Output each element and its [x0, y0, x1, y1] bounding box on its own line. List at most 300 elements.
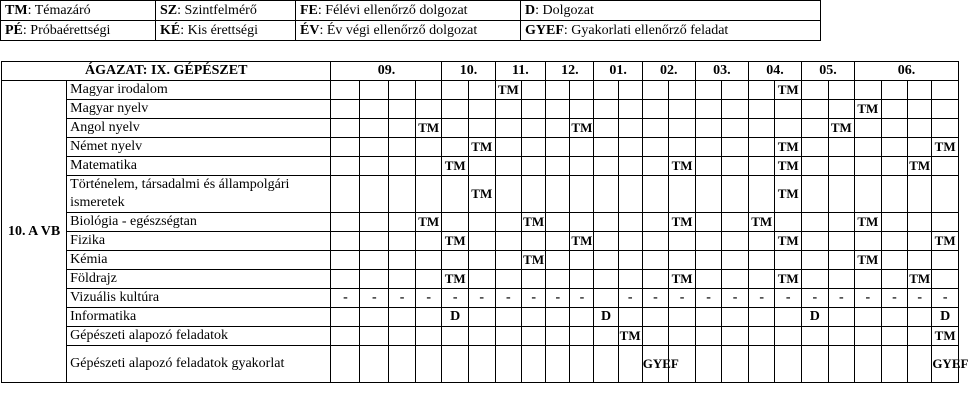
assessment-cell	[722, 270, 749, 289]
assessment-cell	[415, 327, 442, 346]
assessment-cell	[748, 232, 775, 251]
assessment-cell	[881, 100, 908, 119]
assessment-cell	[570, 81, 594, 100]
assessment-cell	[881, 327, 908, 346]
subject-row	[2, 232, 959, 251]
assessment-cell	[908, 251, 932, 270]
assessment-cell	[908, 138, 932, 157]
subject-name: Magyar nyelv	[67, 100, 331, 119]
assessment-cell	[695, 327, 722, 346]
assessment-cell: -	[468, 289, 495, 308]
assessment-cell	[468, 308, 495, 327]
legend-abbr: GYEF	[525, 22, 564, 38]
assessment-cell	[748, 119, 775, 138]
legend-cell	[521, 1, 821, 21]
assessment-cell	[802, 251, 829, 270]
legend-abbr: D	[525, 2, 536, 18]
assessment-cell: -	[389, 289, 416, 308]
assessment-cell: TM	[775, 270, 802, 289]
assessment-cell	[618, 157, 642, 176]
assessment-cell	[522, 138, 546, 157]
assessment-cell	[331, 270, 360, 289]
assessment-cell	[442, 327, 469, 346]
assessment-cell	[442, 251, 469, 270]
assessment-cell	[331, 346, 360, 383]
assessment-cell	[695, 213, 722, 232]
assessment-cell	[881, 232, 908, 251]
month-header: 04.	[748, 62, 801, 81]
assessment-cell: TM	[775, 81, 802, 100]
assessment-cell	[546, 213, 570, 232]
assessment-cell: TM	[522, 213, 546, 232]
assessment-cell	[881, 251, 908, 270]
assessment-cell	[932, 157, 959, 176]
assessment-cell	[828, 176, 855, 213]
assessment-cell	[775, 251, 802, 270]
legend-row	[1, 21, 821, 41]
subject-row	[2, 289, 959, 308]
assessment-cell	[695, 176, 722, 213]
assessment-cell	[468, 232, 495, 251]
assessment-cell	[415, 176, 442, 213]
assessment-cell	[415, 270, 442, 289]
assessment-cell	[522, 157, 546, 176]
assessment-cell	[775, 308, 802, 327]
assessment-cell	[722, 232, 749, 251]
assessment-cell: -	[908, 289, 932, 308]
assessment-cell	[522, 119, 546, 138]
assessment-cell	[468, 157, 495, 176]
assessment-cell	[881, 213, 908, 232]
assessment-cell	[802, 100, 829, 119]
assessment-cell	[331, 327, 360, 346]
assessment-cell	[669, 251, 696, 270]
assessment-cell: TM	[932, 138, 959, 157]
assessment-cell	[522, 308, 546, 327]
assessment-cell	[415, 308, 442, 327]
assessment-cell	[360, 270, 389, 289]
assessment-cell: TM	[932, 327, 959, 346]
legend-text: : Év végi ellenőrző dolgozat	[319, 22, 478, 38]
assessment-cell	[495, 346, 522, 383]
assessment-cell: -	[415, 289, 442, 308]
subject-row	[2, 176, 959, 213]
assessment-cell	[360, 251, 389, 270]
assessment-cell: -	[828, 289, 855, 308]
assessment-cell	[642, 138, 669, 157]
subject-name: Magyar irodalom	[67, 81, 331, 100]
class-label: 10. A VB	[2, 81, 67, 383]
subject-row	[2, 308, 959, 327]
assessment-cell	[570, 138, 594, 157]
assessment-cell: TM	[775, 176, 802, 213]
assessment-cell: TM	[442, 157, 469, 176]
subject-row	[2, 81, 959, 100]
legend-text: : Próbaérettségi	[22, 22, 111, 38]
assessment-cell: -	[442, 289, 469, 308]
assessment-cell: TM	[855, 213, 882, 232]
assessment-cell	[442, 100, 469, 119]
assessment-cell	[748, 327, 775, 346]
assessment-cell: -	[522, 289, 546, 308]
assessment-cell	[570, 176, 594, 213]
assessment-cell	[828, 157, 855, 176]
subject-row	[2, 157, 959, 176]
assessment-cell	[775, 346, 802, 383]
assessment-cell: -	[669, 289, 696, 308]
assessment-cell	[828, 251, 855, 270]
assessment-cell	[442, 81, 469, 100]
assessment-cell	[331, 213, 360, 232]
assessment-cell	[495, 119, 522, 138]
assessment-cell	[468, 100, 495, 119]
assessment-cell	[546, 119, 570, 138]
assessment-cell	[908, 327, 932, 346]
assessment-cell	[546, 270, 570, 289]
assessment-cell: GYEF	[932, 346, 959, 383]
assessment-cell	[881, 157, 908, 176]
assessment-cell	[932, 251, 959, 270]
assessment-cell: -	[802, 289, 829, 308]
subject-name: Történelem, társadalmi és állampolgári ismeretek	[67, 176, 331, 213]
assessment-cell	[618, 119, 642, 138]
assessment-cell	[695, 81, 722, 100]
subject-name: Földrajz	[67, 270, 331, 289]
assessment-cell: -	[881, 289, 908, 308]
header-row	[2, 62, 959, 81]
legend-cell	[296, 1, 521, 21]
subject-name: Angol nyelv	[67, 119, 331, 138]
legend-cell	[156, 21, 296, 41]
assessment-cell	[695, 251, 722, 270]
assessment-cell	[855, 119, 882, 138]
assessment-cell	[360, 119, 389, 138]
assessment-cell	[932, 176, 959, 213]
assessment-cell	[594, 119, 618, 138]
assessment-cell	[442, 138, 469, 157]
assessment-cell	[389, 176, 416, 213]
legend-row	[1, 1, 821, 21]
assessment-cell: TM	[415, 213, 442, 232]
assessment-cell	[855, 327, 882, 346]
assessment-cell	[594, 213, 618, 232]
assessment-cell	[360, 232, 389, 251]
assessment-cell	[722, 327, 749, 346]
assessment-cell: TM	[468, 138, 495, 157]
assessment-cell	[618, 346, 642, 383]
assessment-cell	[442, 176, 469, 213]
assessment-cell	[415, 157, 442, 176]
subject-name: Vizuális kultúra	[67, 289, 331, 308]
assessment-cell	[642, 213, 669, 232]
month-header: 12.	[546, 62, 594, 81]
assessment-cell	[331, 81, 360, 100]
month-header: 11.	[495, 62, 546, 81]
assessment-cell	[442, 346, 469, 383]
assessment-cell	[722, 138, 749, 157]
assessment-cell	[642, 176, 669, 213]
assessment-cell	[802, 327, 829, 346]
assessment-cell	[468, 346, 495, 383]
assessment-cell	[775, 327, 802, 346]
assessment-cell	[546, 346, 570, 383]
assessment-cell	[618, 308, 642, 327]
assessment-cell	[748, 81, 775, 100]
assessment-cell	[722, 81, 749, 100]
assessment-cell: -	[495, 289, 522, 308]
assessment-cell	[389, 327, 416, 346]
assessment-cell	[908, 232, 932, 251]
subject-row	[2, 346, 959, 383]
assessment-cell	[522, 176, 546, 213]
assessment-cell	[828, 270, 855, 289]
assessment-cell	[722, 308, 749, 327]
assessment-cell	[932, 270, 959, 289]
assessment-cell	[468, 270, 495, 289]
assessment-cell	[828, 100, 855, 119]
assessment-cell	[546, 327, 570, 346]
assessment-cell	[855, 81, 882, 100]
subject-row	[2, 119, 959, 138]
month-header: 05.	[802, 62, 855, 81]
assessment-cell	[881, 270, 908, 289]
assessment-cell	[389, 346, 416, 383]
assessment-cell: TM	[775, 157, 802, 176]
assessment-cell	[495, 251, 522, 270]
assessment-cell	[389, 232, 416, 251]
assessment-cell	[855, 138, 882, 157]
assessment-cell	[881, 346, 908, 383]
subject-name: Fizika	[67, 232, 331, 251]
subject-name: Német nyelv	[67, 138, 331, 157]
subject-row	[2, 213, 959, 232]
assessment-cell	[360, 157, 389, 176]
assessment-cell	[415, 138, 442, 157]
assessment-cell	[331, 100, 360, 119]
assessment-cell	[546, 138, 570, 157]
assessment-cell	[618, 176, 642, 213]
assessment-cell	[802, 232, 829, 251]
assessment-cell	[618, 251, 642, 270]
assessment-cell	[331, 251, 360, 270]
assessment-cell	[802, 138, 829, 157]
assessment-cell	[331, 308, 360, 327]
assessment-cell	[360, 100, 389, 119]
assessment-cell	[570, 100, 594, 119]
assessment-cell	[722, 157, 749, 176]
legend-text: : Szintfelmérő	[177, 2, 257, 18]
assessment-cell	[802, 157, 829, 176]
assessment-cell	[331, 119, 360, 138]
assessment-cell	[855, 176, 882, 213]
assessment-cell	[389, 157, 416, 176]
assessment-cell	[828, 81, 855, 100]
assessment-cell: -	[546, 289, 570, 308]
assessment-cell	[855, 157, 882, 176]
assessment-cell	[748, 100, 775, 119]
assessment-cell	[669, 100, 696, 119]
assessment-cell	[415, 100, 442, 119]
assessment-cell	[722, 346, 749, 383]
assessment-cell	[546, 157, 570, 176]
assessment-cell	[828, 232, 855, 251]
assessment-cell	[495, 138, 522, 157]
assessment-cell	[442, 213, 469, 232]
legend-cell	[156, 1, 296, 21]
assessment-cell	[802, 270, 829, 289]
assessment-cell	[360, 327, 389, 346]
assessment-cell: TM	[522, 251, 546, 270]
assessment-cell	[775, 119, 802, 138]
assessment-cell	[748, 308, 775, 327]
subject-name: Gépészeti alapozó feladatok	[67, 327, 331, 346]
assessment-cell	[695, 138, 722, 157]
subject-row	[2, 138, 959, 157]
assessment-cell	[618, 81, 642, 100]
legend-text: : Dolgozat	[535, 2, 594, 18]
assessment-cell	[828, 327, 855, 346]
subject-row	[2, 100, 959, 119]
assessment-cell	[546, 251, 570, 270]
assessment-cell	[695, 232, 722, 251]
legend-abbr: SZ	[160, 2, 178, 18]
assessment-cell: TM	[748, 213, 775, 232]
assessment-cell	[389, 100, 416, 119]
assessment-cell: TM	[570, 232, 594, 251]
month-header: 09.	[331, 62, 442, 81]
assessment-cell: TM	[908, 270, 932, 289]
assessment-cell: TM	[618, 327, 642, 346]
assessment-cell	[468, 327, 495, 346]
schedule-body	[2, 62, 968, 383]
assessment-cell: TM	[932, 232, 959, 251]
assessment-cell	[881, 119, 908, 138]
assessment-cell: TM	[828, 119, 855, 138]
assessment-cell	[908, 100, 932, 119]
assessment-cell	[855, 270, 882, 289]
assessment-cell	[695, 157, 722, 176]
assessment-cell: -	[642, 289, 669, 308]
assessment-cell	[522, 270, 546, 289]
assessment-cell	[495, 157, 522, 176]
assessment-cell: TM	[855, 100, 882, 119]
assessment-cell	[932, 81, 959, 100]
legend-abbr: FE	[300, 2, 318, 18]
assessment-cell	[695, 119, 722, 138]
assessment-cell	[495, 308, 522, 327]
assessment-cell: -	[722, 289, 749, 308]
assessment-cell	[802, 119, 829, 138]
legend-abbr: KÉ	[160, 22, 181, 38]
assessment-cell	[695, 308, 722, 327]
assessment-cell: TM	[442, 232, 469, 251]
assessment-cell	[594, 251, 618, 270]
assessment-cell: TM	[775, 138, 802, 157]
assessment-cell	[495, 270, 522, 289]
assessment-cell	[468, 119, 495, 138]
assessment-cell: TM	[495, 81, 522, 100]
subject-name: Informatika	[67, 308, 331, 327]
assessment-cell: -	[618, 289, 642, 308]
assessment-cell: -	[775, 289, 802, 308]
assessment-cell	[522, 100, 546, 119]
assessment-cell	[908, 213, 932, 232]
assessment-cell	[594, 157, 618, 176]
subject-row	[2, 251, 959, 270]
assessment-cell	[594, 270, 618, 289]
legend-abbr: TM	[5, 2, 28, 18]
assessment-cell: TM	[775, 232, 802, 251]
assessment-cell: D	[594, 308, 618, 327]
assessment-cell: TM	[415, 119, 442, 138]
assessment-cell	[389, 81, 416, 100]
assessment-cell	[642, 232, 669, 251]
legend-cell	[296, 21, 521, 41]
assessment-cell: TM	[669, 270, 696, 289]
assessment-cell	[468, 213, 495, 232]
assessment-cell	[881, 81, 908, 100]
assessment-cell	[722, 119, 749, 138]
assessment-cell	[389, 308, 416, 327]
assessment-cell	[695, 100, 722, 119]
area-label: ÁGAZAT: IX. GÉPÉSZET	[2, 62, 331, 81]
assessment-cell	[881, 308, 908, 327]
assessment-cell	[932, 119, 959, 138]
subject-name: Biológia - egészségtan	[67, 213, 331, 232]
assessment-cell	[695, 346, 722, 383]
assessment-cell	[695, 270, 722, 289]
assessment-cell	[570, 308, 594, 327]
subject-row	[2, 270, 959, 289]
assessment-cell	[594, 289, 618, 308]
assessment-cell: -	[360, 289, 389, 308]
assessment-cell	[669, 138, 696, 157]
assessment-cell	[594, 176, 618, 213]
assessment-cell	[360, 308, 389, 327]
assessment-cell	[855, 346, 882, 383]
assessment-cell	[775, 100, 802, 119]
assessment-cell	[415, 81, 442, 100]
assessment-cell	[908, 119, 932, 138]
month-header: 01.	[594, 62, 642, 81]
assessment-cell	[442, 119, 469, 138]
assessment-cell	[360, 346, 389, 383]
assessment-cell	[881, 138, 908, 157]
assessment-cell	[642, 270, 669, 289]
assessment-cell	[669, 176, 696, 213]
assessment-cell	[881, 176, 908, 213]
assessment-cell	[748, 138, 775, 157]
assessment-cell: TM	[669, 213, 696, 232]
subject-name: Kémia	[67, 251, 331, 270]
assessment-cell	[618, 270, 642, 289]
assessment-cell	[618, 213, 642, 232]
assessment-cell	[908, 176, 932, 213]
assessment-cell	[642, 157, 669, 176]
assessment-cell	[828, 308, 855, 327]
assessment-cell	[495, 176, 522, 213]
assessment-cell	[331, 176, 360, 213]
assessment-cell	[748, 157, 775, 176]
assessment-cell: TM	[442, 270, 469, 289]
assessment-cell	[722, 251, 749, 270]
assessment-cell	[618, 232, 642, 251]
assessment-cell	[546, 232, 570, 251]
assessment-cell	[802, 176, 829, 213]
assessment-cell	[546, 176, 570, 213]
assessment-cell	[594, 232, 618, 251]
assessment-cell: -	[695, 289, 722, 308]
